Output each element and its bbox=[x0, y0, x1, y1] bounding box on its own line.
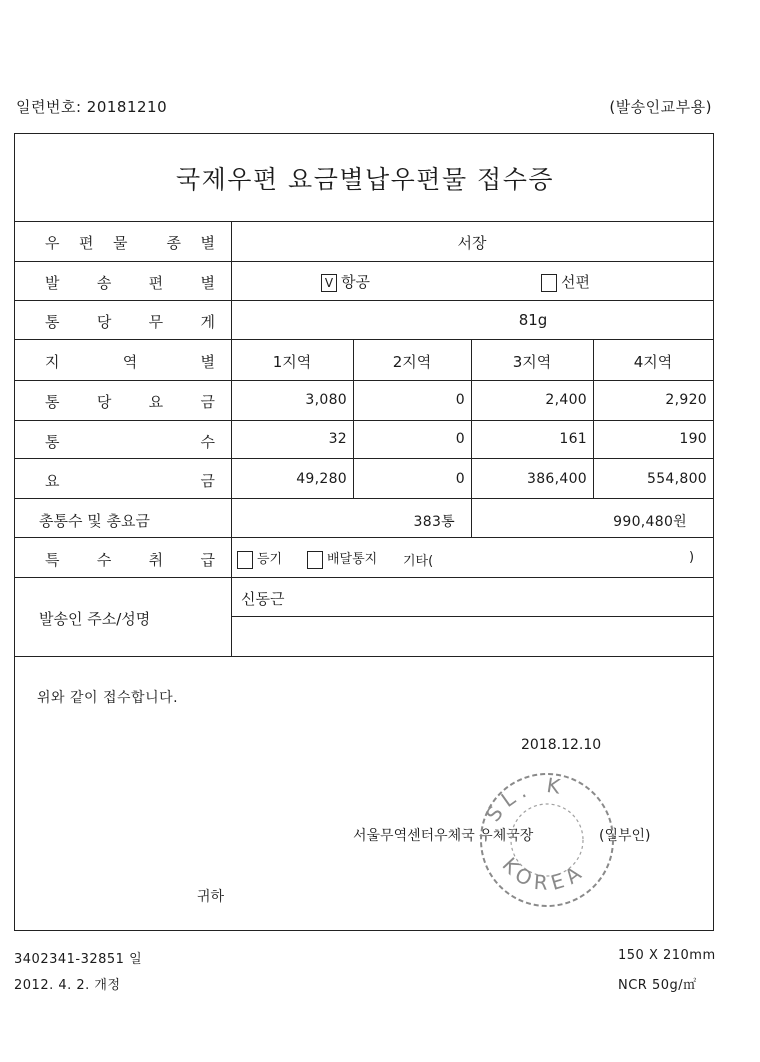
unit-fee-zone-3: 2,400 bbox=[545, 392, 587, 408]
registered-label: 등기 bbox=[257, 552, 283, 567]
mail-type-value: 서장 bbox=[457, 234, 487, 252]
count-zone-1: 32 bbox=[328, 431, 347, 447]
weight-label: 통 당 무 게 bbox=[45, 313, 215, 331]
delivery-notice-label: 배달통지 bbox=[327, 552, 378, 567]
revision-date: 2012. 4. 2. 개정 bbox=[14, 978, 121, 993]
unit-fee-label: 통 당 요 금 bbox=[45, 393, 215, 411]
count-zone-3: 161 bbox=[559, 431, 587, 447]
zone-2-header: 2지역 bbox=[392, 353, 432, 371]
receipt-date: 2018.12.10 bbox=[521, 737, 602, 753]
unit-fee-zone-1: 3,080 bbox=[305, 392, 347, 408]
row-divider bbox=[15, 537, 713, 538]
row-divider bbox=[15, 577, 713, 578]
row-divider bbox=[15, 221, 713, 222]
postmark-stamp bbox=[472, 760, 622, 910]
sender-name: 신동근 bbox=[241, 590, 285, 608]
fee-zone-4: 554,800 bbox=[647, 471, 707, 487]
fee-zone-1: 49,280 bbox=[296, 471, 347, 487]
paper-type: NCR 50g/㎡ bbox=[618, 978, 697, 993]
serial-number: 20181210 bbox=[86, 98, 168, 116]
post-office-name: 서울무역센터우체국 우체국장 bbox=[353, 828, 534, 844]
count-zone-2: 0 bbox=[455, 431, 465, 447]
air-mail-option[interactable] bbox=[321, 271, 370, 292]
other-option-label: 기타( bbox=[403, 554, 434, 569]
zone-1-header: 1지역 bbox=[272, 353, 312, 371]
row-divider bbox=[15, 498, 713, 499]
surface-mail-checkbox[interactable] bbox=[541, 274, 557, 292]
form-code: 3402341-32851 일 bbox=[14, 952, 143, 967]
row-divider bbox=[15, 420, 713, 421]
total-count: 383통 bbox=[413, 514, 455, 530]
zone-3-header: 3지역 bbox=[512, 353, 552, 371]
weight-value: 81g bbox=[518, 311, 548, 329]
row-divider bbox=[15, 380, 713, 381]
surface-mail-label: 선편 bbox=[561, 273, 590, 291]
label-column-divider bbox=[231, 221, 232, 656]
totals-label: 총통수 및 총요금 bbox=[39, 512, 150, 530]
fee-zone-2: 0 bbox=[455, 471, 465, 487]
air-mail-checkbox[interactable]: V bbox=[321, 274, 337, 292]
registered-checkbox[interactable] bbox=[237, 551, 253, 569]
row-divider bbox=[15, 261, 713, 262]
fee-label: 요 금 bbox=[45, 472, 215, 490]
special-handling-label: 특 수 취 급 bbox=[45, 551, 215, 569]
air-mail-label: 항공 bbox=[341, 273, 370, 291]
paper-size: 150 X 210mm bbox=[618, 948, 716, 963]
row-divider bbox=[15, 656, 713, 657]
registered-option[interactable] bbox=[237, 548, 282, 569]
seal-note: (일부인) bbox=[599, 828, 651, 844]
dispatch-label: 발 송 편 별 bbox=[45, 274, 215, 292]
copy-type-label: (발송인교부용) bbox=[609, 98, 712, 116]
zone-4-header: 4지역 bbox=[633, 353, 673, 371]
form-title: 국제우편 요금별납우편물 접수증 bbox=[176, 165, 554, 194]
surface-mail-option[interactable] bbox=[541, 271, 590, 292]
delivery-notice-checkbox[interactable] bbox=[307, 551, 323, 569]
fee-zone-3: 386,400 bbox=[527, 471, 587, 487]
receipt-statement: 위와 같이 접수합니다. bbox=[37, 690, 179, 706]
serial-label: 일련번호: bbox=[16, 98, 82, 116]
row-divider bbox=[231, 616, 713, 617]
other-option-close: ) bbox=[689, 550, 695, 565]
row-divider bbox=[15, 339, 713, 340]
unit-fee-zone-2: 0 bbox=[455, 392, 465, 408]
count-label: 통 수 bbox=[45, 433, 215, 451]
total-fee: 990,480원 bbox=[613, 514, 687, 530]
stamp-text-bottom: KOREA bbox=[497, 852, 591, 896]
unit-fee-zone-4: 2,920 bbox=[665, 392, 707, 408]
sender-label: 발송인 주소/성명 bbox=[39, 610, 151, 628]
addressee-honorific: 귀하 bbox=[197, 889, 225, 905]
zone-label: 지 역 별 bbox=[45, 353, 215, 371]
count-zone-4: 190 bbox=[679, 431, 707, 447]
mail-type-label: 우 편 물 종 별 bbox=[45, 234, 215, 252]
stamp-text-top: SL. K bbox=[480, 772, 568, 826]
serial-number-line bbox=[16, 96, 167, 117]
delivery-notice-option[interactable] bbox=[307, 548, 377, 569]
row-divider bbox=[15, 300, 713, 301]
row-divider bbox=[15, 458, 713, 459]
